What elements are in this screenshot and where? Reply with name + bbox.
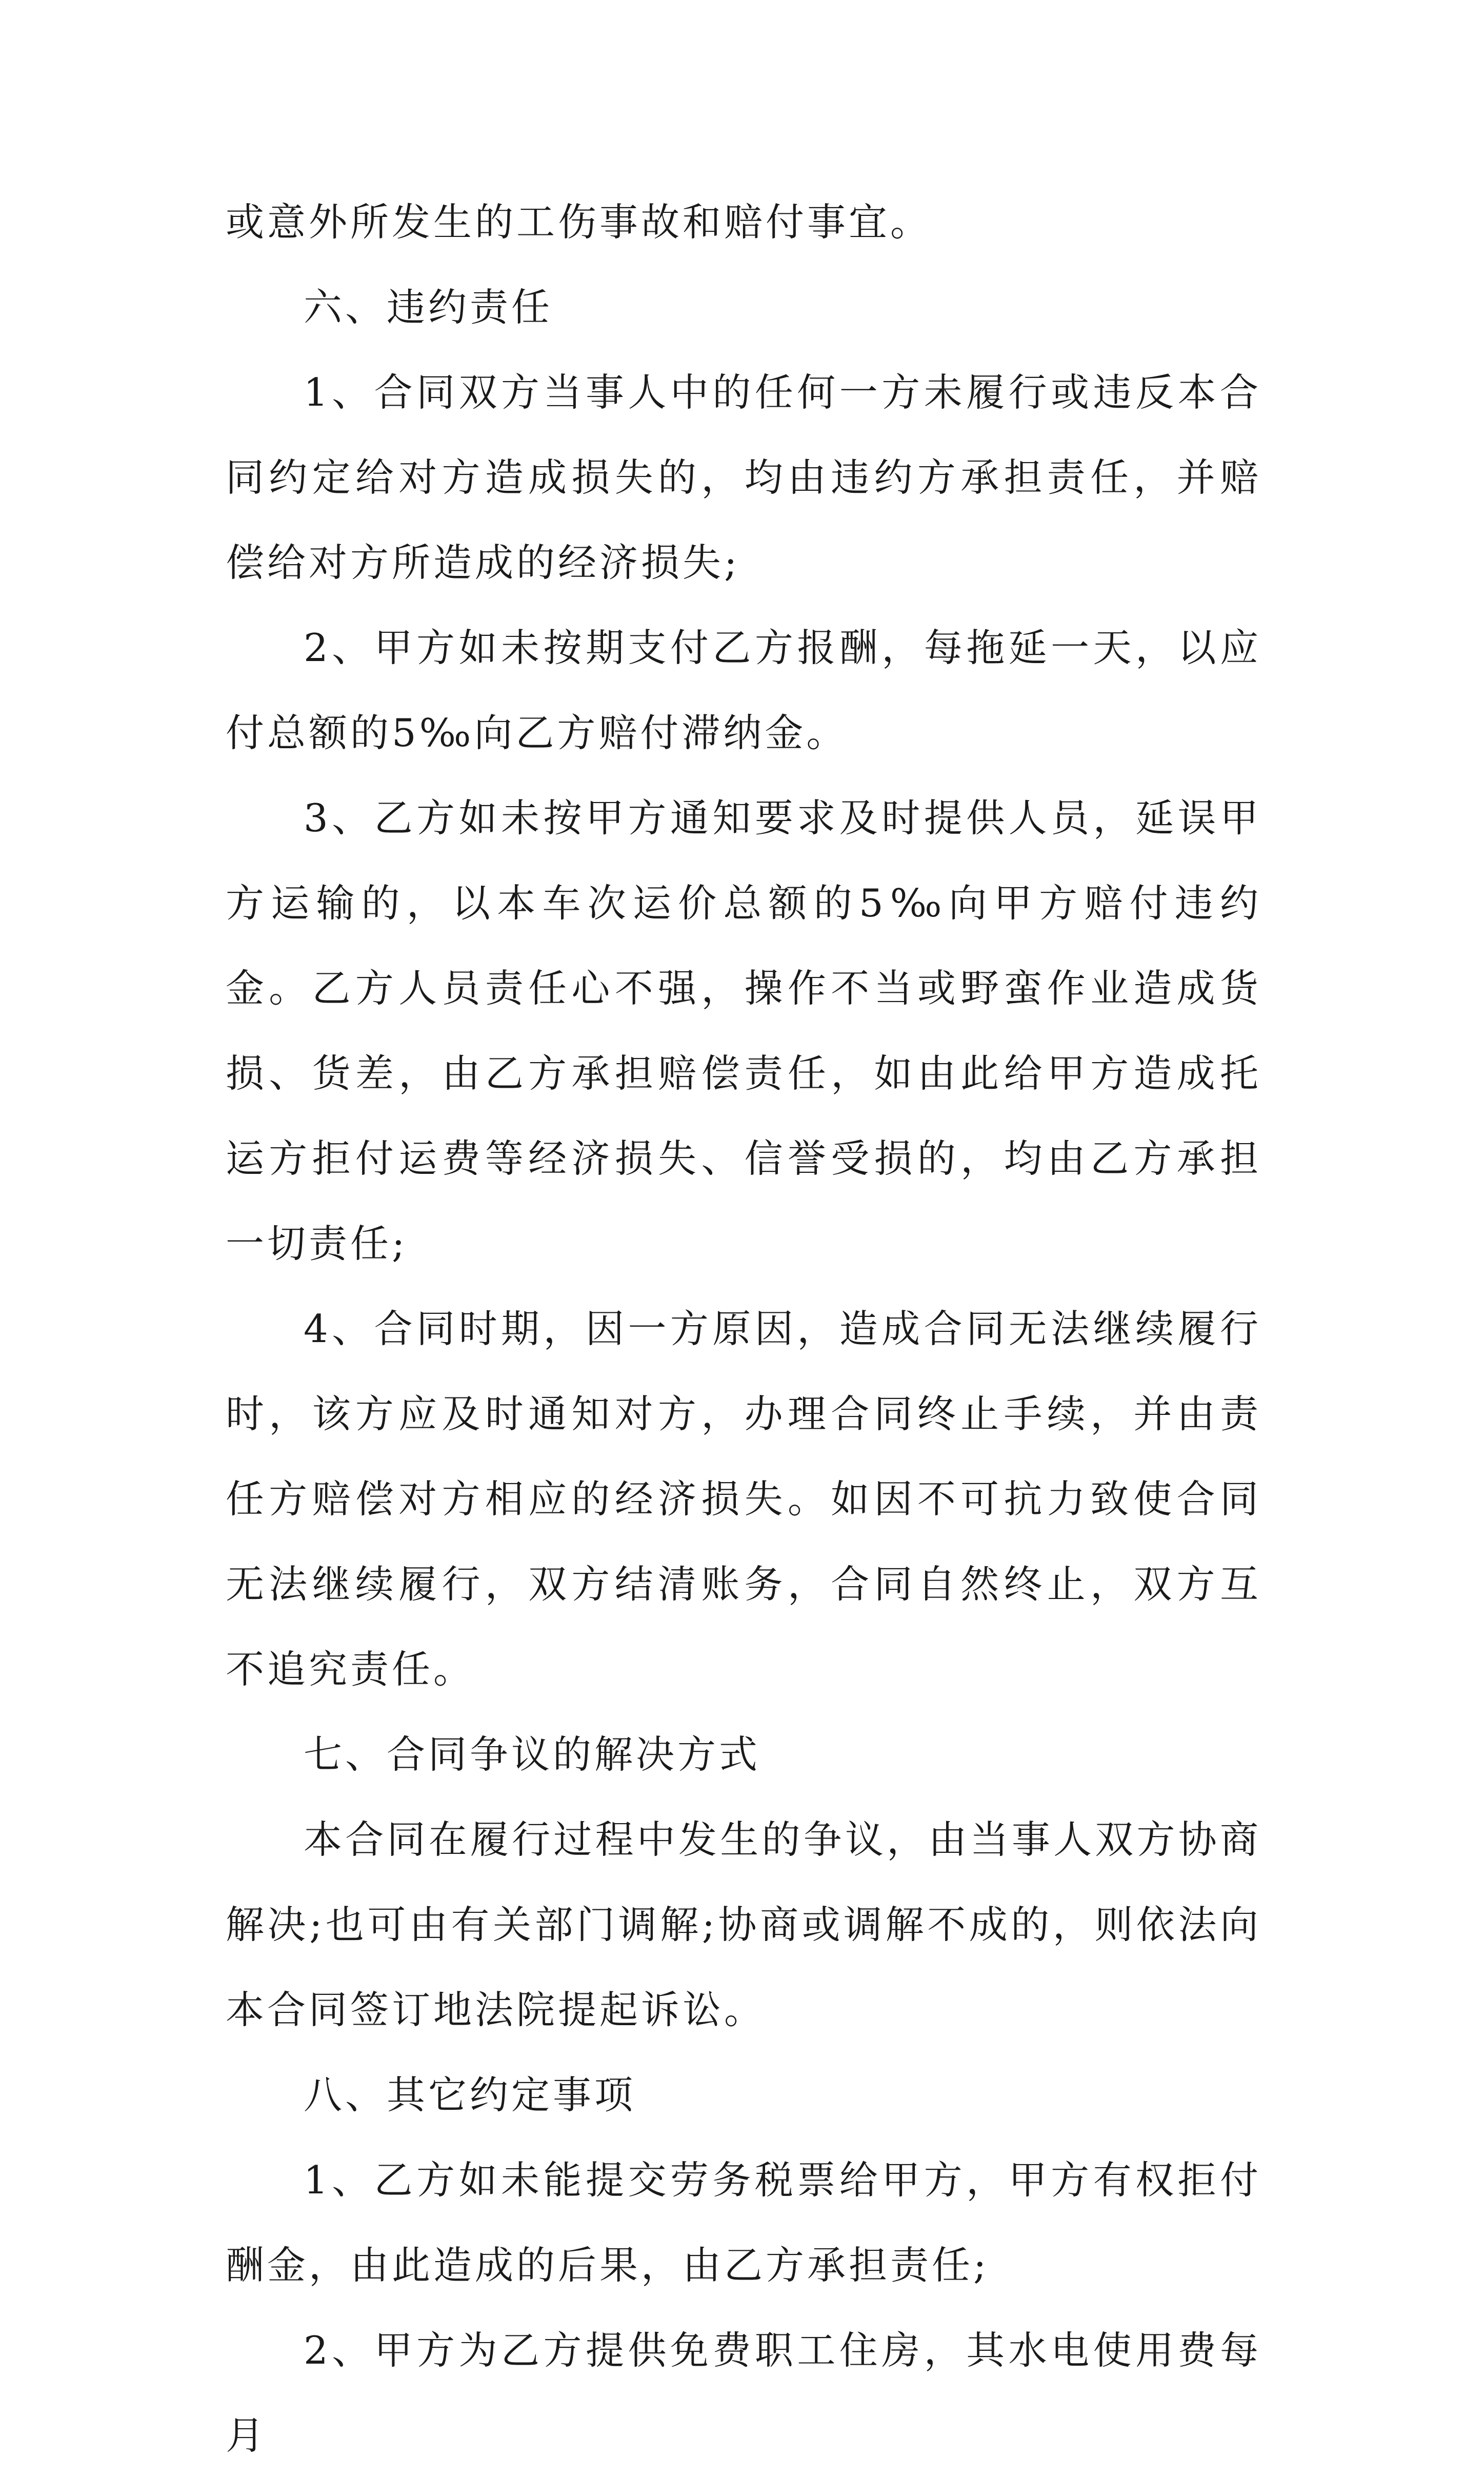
section-heading-dispute-resolution: 七、合同争议的解决方式: [304, 1732, 761, 1777]
clause-6-2: 2、甲方如未按期支付乙方报酬，每拖延一天，以应付总额的5‰向乙方赔付滞纳金。: [226, 625, 1261, 755]
paragraph-continuation: 或意外所发生的工伤事故和赔付事宜。: [226, 199, 932, 245]
clause-6-1: 1、合同双方当事人中的任何一方未履行或违反本合同约定给对方造成损失的，均由违约方承担责任，并赔偿给对方所造成的经济损失;: [226, 370, 1261, 585]
section-heading-breach-liability: 六、违约责任: [304, 285, 553, 330]
clause-8-1: 1、乙方如未能提交劳务税票给甲方，甲方有权拒付酬金，由此造成的后果，由乙方承担责任;: [226, 2157, 1261, 2288]
clause-6-3: 3、乙方如未按甲方通知要求及时提供人员，延误甲方运输的，以本车次运价总额的5‰向甲方赔付违约金。乙方人员责任心不强，操作不当或野蛮作业造成货损、货差，由乙方承担赔偿责任，如由此给甲方造成托运方拒付运费等经济损失、信誉受损的，均由乙方承担一切责任;: [226, 795, 1261, 1266]
clause-6-4: 4、合同时期，因一方原因，造成合同无法继续履行时，该方应及时通知对方，办理合同终止手续，并由责任方赔偿对方相应的经济损失。如因不可抗力致使合同无法继续履行，双方结清账务，合同自然终止，双方互不追究责任。: [226, 1306, 1261, 1692]
document-body: [226, 179, 1261, 2478]
clause-8-2: 2、甲方为乙方提供免费职工住房，其水电使用费每月: [226, 2328, 1261, 2458]
section-heading-other-matters: 八、其它约定事项: [304, 2072, 636, 2117]
clause-7-body: 本合同在履行过程中发生的争议，由当事人双方协商解决;也可由有关部门调解;协商或调解不成的，则依法向本合同签订地法院提起诉讼。: [226, 1817, 1261, 2032]
